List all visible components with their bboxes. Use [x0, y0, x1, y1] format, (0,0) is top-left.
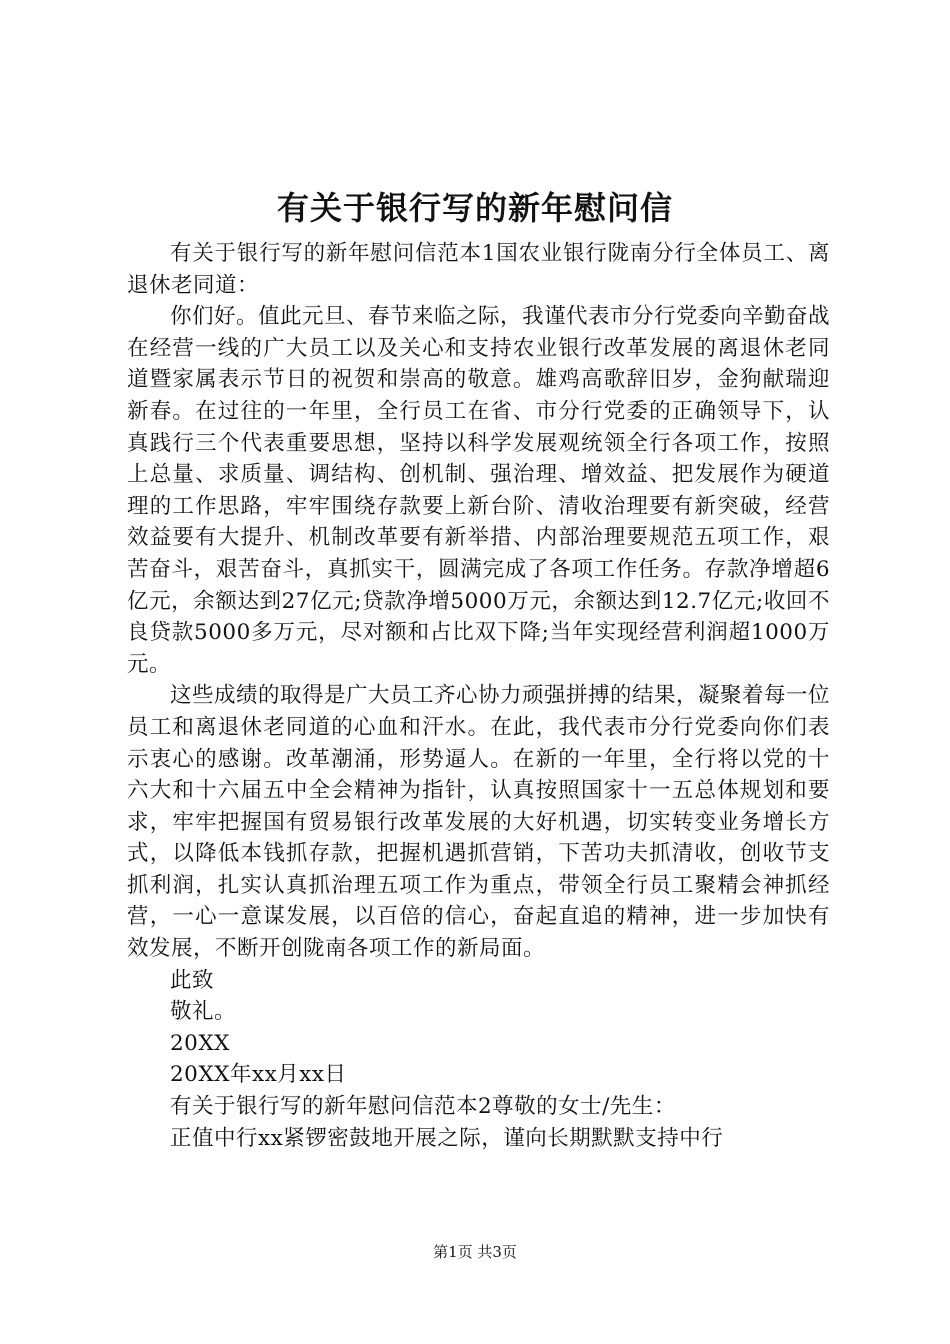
page-number-footer: 第1页 共3页	[433, 1243, 517, 1261]
signature-date: 20XX年xx月xx日	[170, 1062, 347, 1088]
document-title: 有关于银行写的新年慰问信	[276, 189, 673, 227]
body-paragraph-sample2-heading: 有关于银行写的新年慰问信范本2尊敬的女士/先生：	[170, 1094, 676, 1120]
closing-respect: 敬礼。	[170, 999, 237, 1025]
body-paragraph-main: 你们好。值此元旦、春节来临之际，我谨代表市分行党委向辛勤奋战在经营一线的广大员工以及关心和支持农业银行改革发展的离退休老同道暨家属表示节日的祝贺和崇高的敬意。雄鸡高歌辞旧岁，金狗献瑞迎新春。在过往的一年里，全行员工在省、市分行党委的正确领导下，认真践行三个代表重要思想，坚持以科学发展观统领全行各项工作，按照上总量、求质量、调结构、创机制、强治理、增效益、把发展作为硬道理的工作思路，牢牢围绕存款要上新台阶、清收治理要有新突破，经营效益要有大提升、机制改革要有新举措、内部治理要规范五项工作，艰苦奋斗，艰苦奋斗，真抓实干，圆满完成了各项工作任务。存款净增超6亿元，余额达到27亿元;贷款净增5000万元，余额达到12.7亿元;收回不良贷款5000多万元，尽对额和占比双下降;当年实现经营利润超1000万元。	[127, 304, 831, 677]
body-paragraph-greeting: 有关于银行写的新年慰问信范本1国农业银行陇南分行全体员工、离退休老同道：	[127, 241, 830, 298]
body-paragraph-sample2-start: 正值中行xx紧锣密鼓地开展之际，谨向长期默默支持中行	[170, 1125, 724, 1151]
signature-year: 20XX	[170, 1030, 230, 1056]
document-body	[127, 238, 830, 1154]
body-paragraph-outlook: 这些成绩的取得是广大员工齐心协力顽强拼搏的结果，凝聚着每一位员工和离退休老同道的心血和汗水。在此，我代表市分行党委向你们表示衷心的感谢。改革潮涌，形势逼人。在新的一年里，全行将以党的十六大和十六届五中全会精神为指针，认真按照国家十一五总体规划和要求，牢牢把握国有贸易银行改革发展的大好机遇，切实转变业务增长方式，以降低本钱抓存款，把握机遇抓营销，下苦功夫抓清收，创收节支抓利润，扎实认真抓治理五项工作为重点，带领全行员工聚精会神抓经营，一心一意谋发展，以百倍的信心，奋起直追的精神，进一步加快有效发展，不断开创陇南各项工作的新局面。	[127, 683, 831, 962]
closing-salutation: 此致	[170, 967, 215, 993]
